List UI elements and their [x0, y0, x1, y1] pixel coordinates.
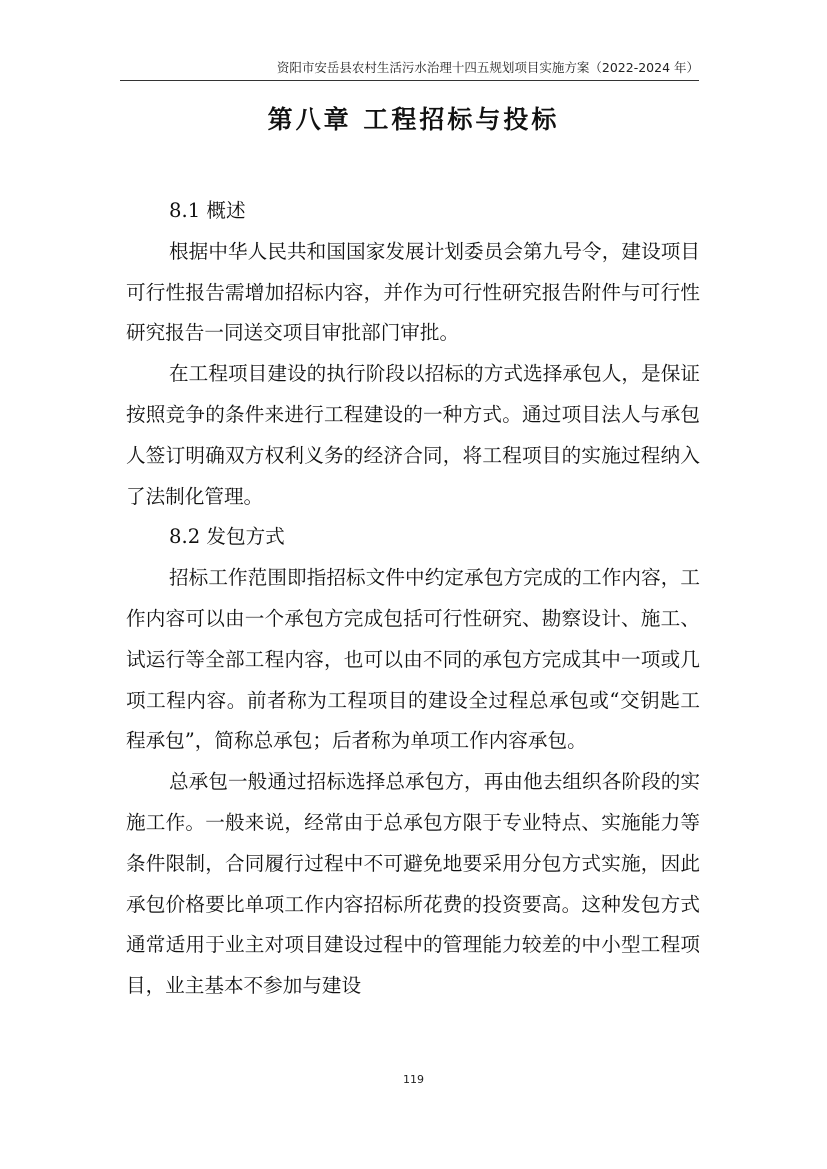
section-heading-8-1: 8.1 概述 — [169, 199, 246, 222]
running-header: 资阳市安岳县农村生活污水治理十四五规划项目实施方案（2022-2024 年） — [276, 60, 699, 75]
section-heading-8-2: 8.2 发包方式 — [169, 525, 285, 549]
paragraph: 在工程项目建设的执行阶段以招标的方式选择承包人，是保证按照竞争的条件来进行工程建设的一种方式。通过项目法人与承包人签订明确双方权利义务的经济合同，将工程项目的实施过程纳入了法制化管理。 — [126, 362, 700, 508]
document-body — [126, 191, 700, 1007]
chapter-title: 第八章 工程招标与投标 — [267, 105, 560, 134]
paragraph: 总承包一般通过招标选择总承包方，再由他去组织各阶段的实施工作。一般来说，经常由于总承包方限于专业特点、实施能力等条件限制，合同履行过程中不可避免地要采用分包方式实施，因此承包价格要比单项工作内容招标所花费的投资要高。这种发包方式通常适用于业主对项目建设过程中的管理能力较差的中小型工程项目，业主基本不参加与建设 — [126, 770, 700, 998]
header-divider — [120, 80, 699, 81]
paragraph: 根据中华人民共和国国家发展计划委员会第九号令，建设项目可行性报告需增加招标内容，并作为可行性研究报告附件与可行性研究报告一同送交项目审批部门审批。 — [126, 239, 700, 345]
page-number: 119 — [403, 1073, 424, 1086]
paragraph: 招标工作范围即指招标文件中约定承包方完成的工作内容，工作内容可以由一个承包方完成包括可行性研究、勘察设计、施工、试运行等全部工程内容，也可以由不同的承包方完成其中一项或几项工程内容。前者称为工程项目的建设全过程总承包或“交钥匙工程承包”，简称总承包；后者称为单项工作内容承包。 — [126, 566, 700, 753]
